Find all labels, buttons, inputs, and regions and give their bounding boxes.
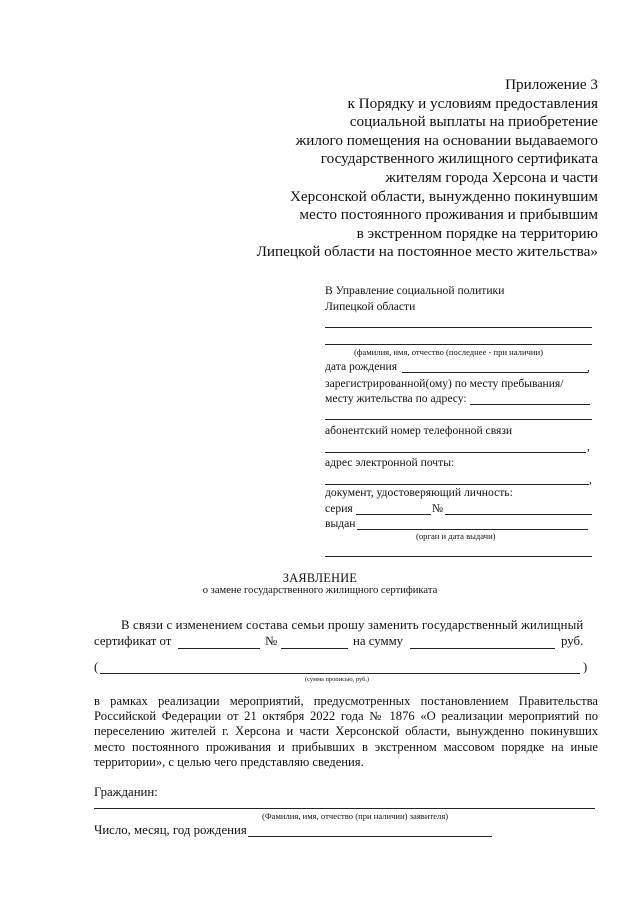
doc-number-line — [445, 514, 592, 515]
fio-caption: (фамилия, имя, отчество (последнее - при наличии) — [354, 347, 543, 357]
appendix-line: Херсонской области, вынужденно покинувшим — [289, 187, 598, 205]
issued-label: выдан — [325, 517, 356, 530]
appendix-header — [257, 76, 598, 262]
citizen-line — [94, 808, 595, 809]
phone-line — [325, 452, 586, 453]
appendix-line: жилого помещения на основании выдаваемого — [295, 131, 598, 149]
appendix-line: к Порядку и условиям предоставления — [347, 94, 598, 112]
residence-label: месту жительства по адресу: — [325, 392, 467, 405]
cert-number-line — [281, 648, 348, 649]
cert-from-label: сертификат от — [94, 634, 172, 648]
sum-label: на сумму — [353, 634, 404, 648]
address-line-2 — [325, 419, 592, 420]
appendix-line: место постоянного проживания и прибывшим — [299, 206, 598, 224]
statement-subtitle: о замене государственного жилищного сертификата — [202, 585, 438, 596]
email-label: адрес электронной почты: — [325, 456, 455, 469]
issued-caption: (орган и дата выдачи) — [416, 531, 496, 541]
phone-label: абонентский номер телефонной связи — [325, 424, 513, 437]
recipient-line-2: Липецкой области — [325, 300, 416, 313]
appendix-line: жителям города Херсона и части — [385, 168, 598, 186]
citizen-label: Гражданин: — [94, 785, 158, 799]
birth-date-line — [402, 372, 588, 373]
rub-label: руб. — [561, 634, 584, 648]
address-line-1 — [470, 404, 590, 405]
citizen-caption: (Фамилия, имя, отчество (при наличии) заявителя) — [262, 811, 449, 821]
registered-label: зарегистрированной(ому) по месту пребывания/ — [325, 377, 564, 390]
appendix-line: государственного жилищного сертификата — [320, 150, 598, 168]
statement-body: в рамках реализации мероприятий, предусмотренных постановлением Правительства Российской Федерации от 21 октября 2022 года № 1876 «О реализации мероприятий по переселению жителей г. Херсона и части Херсонской области, вынужденно покинувших место постоянного проживания и прибывших в экстренном массовом порядке на иные территории», с целью чего представляю сведения. — [94, 694, 598, 769]
intro-line: В связи с изменением состава семьи прошу заменить государственный жилищный — [121, 618, 584, 632]
fio-line-1 — [325, 327, 592, 328]
appendix-line: Липецкой области на постоянное место жительства» — [256, 243, 598, 261]
cert-number-sign: № — [265, 634, 278, 648]
recipient-line-1: В Управление социальной политики — [325, 284, 505, 297]
cert-date-line — [178, 648, 260, 649]
issued-line-2 — [325, 556, 592, 557]
paren-open: ( — [94, 660, 99, 674]
birth-comma: , — [587, 361, 590, 374]
appendix-line: в экстренном порядке на территорию — [356, 224, 598, 242]
email-comma: , — [589, 473, 592, 486]
appendix-line: Приложение 3 — [505, 76, 598, 93]
birthdate-line — [248, 836, 492, 837]
number-label: № — [432, 502, 444, 515]
birth-label: дата рождения — [325, 360, 398, 373]
series-line — [356, 514, 431, 515]
statement-title: ЗАЯВЛЕНИЕ — [282, 571, 358, 585]
sum-words-line — [100, 673, 580, 674]
birthdate-label: Число, месяц, год рождения — [94, 823, 247, 837]
series-label: серия — [325, 502, 353, 515]
paren-close: ) — [583, 660, 588, 674]
appendix-line: социальной выплаты на приобретение — [349, 113, 598, 131]
sum-caption: (сумма прописью, руб.) — [305, 676, 370, 683]
fio-line-2 — [325, 344, 592, 345]
issued-line — [357, 529, 588, 530]
phone-comma: , — [587, 440, 590, 453]
sum-line — [410, 648, 555, 649]
document-label: документ, удостоверяющий личность: — [325, 486, 513, 499]
email-line — [325, 484, 589, 485]
